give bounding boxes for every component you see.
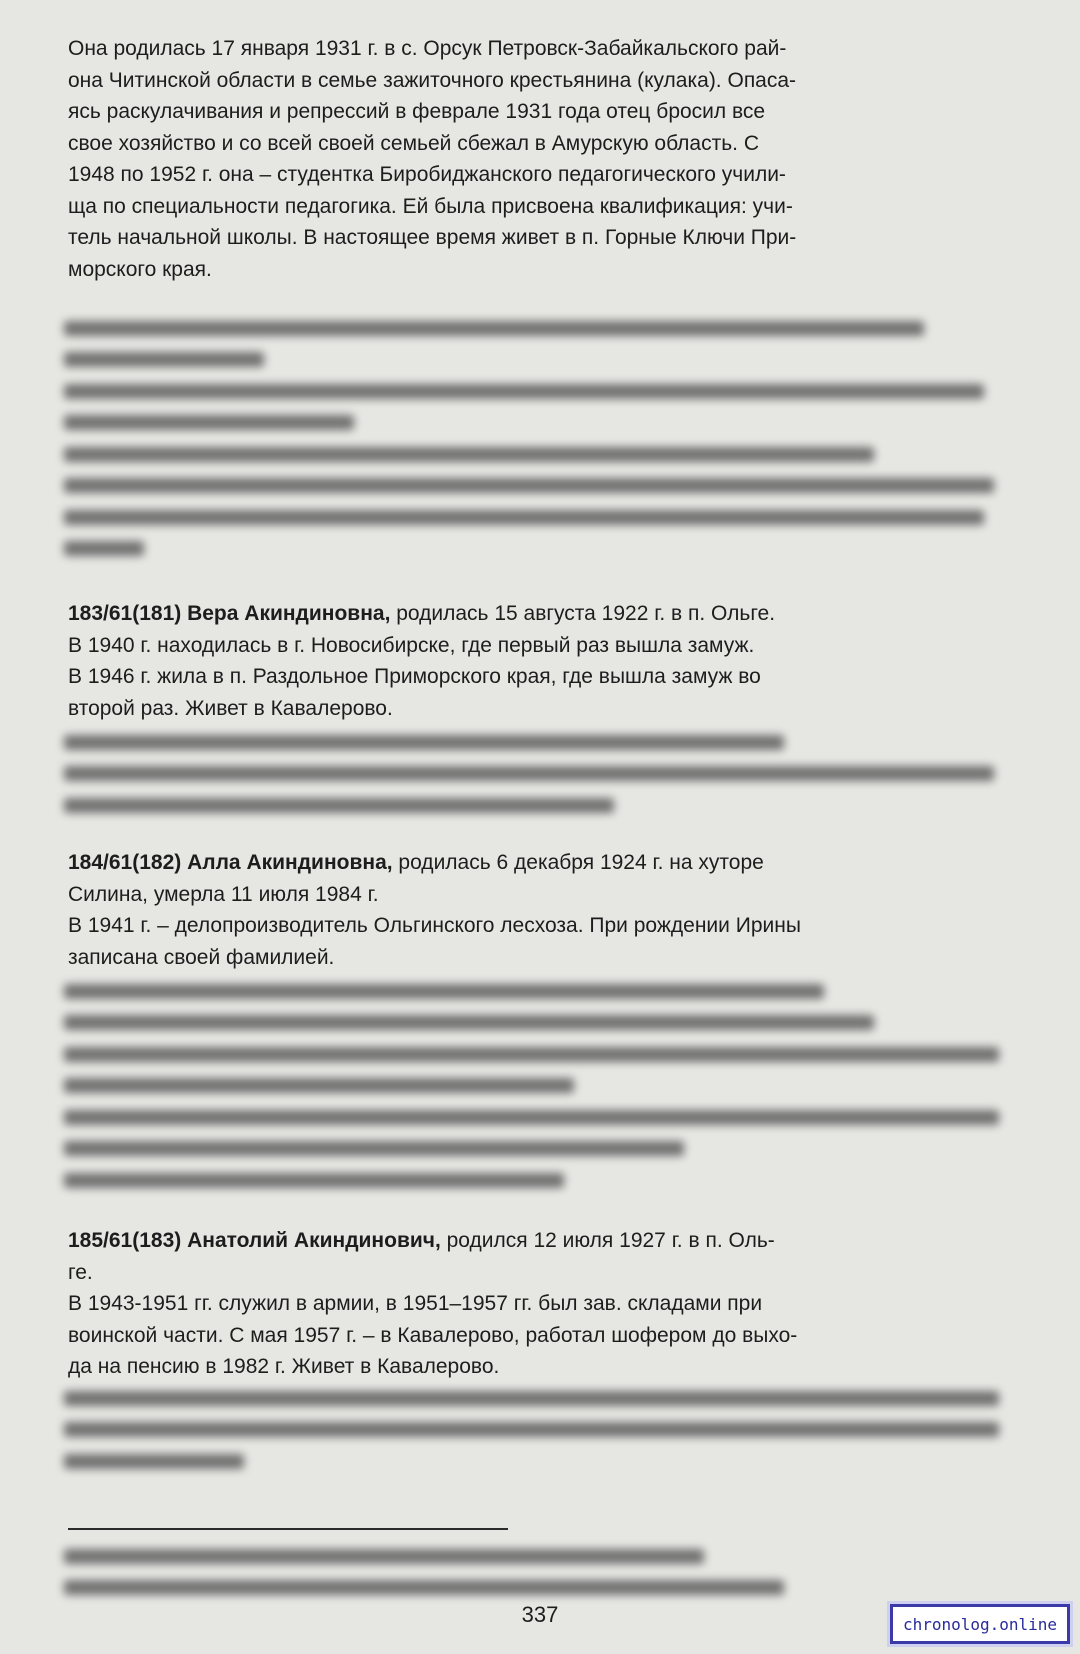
entry-line: В 1940 г. находилась в г. Новосибирске, где первый раз вышла замуж. <box>68 633 755 657</box>
page-number: 337 <box>521 1602 559 1627</box>
entry-185 <box>68 1225 1034 1383</box>
redacted-block <box>64 726 1034 821</box>
entry-heading: 183/61(181) Вера Акиндиновна, <box>68 602 391 625</box>
intro-line: ясь раскулачивания и репрессий в феврале 1931 года отец бросил все <box>68 100 766 123</box>
entry-text: родилась 15 августа 1922 г. в п. Ольге. <box>390 602 776 625</box>
intro-line: 1948 по 1952 г. она – студентка Биробиджанского педагогического учили- <box>68 163 786 186</box>
footnote-divider <box>68 1528 508 1530</box>
intro-line: Она родилась 17 января 1931 г. в с. Орсук Петровск-Забайкальского рай- <box>68 37 787 60</box>
entry-line: В 1946 г. жила в п. Раздольное Приморского края, где вышла замуж во <box>68 665 761 688</box>
bleed-through-text <box>64 565 1024 588</box>
watermark-badge: chronolog.online <box>890 1604 1070 1644</box>
redacted-footnotes <box>64 1540 1034 1603</box>
entry-line: В 1943-1951 гг. служил в армии, в 1951–1957 гг. был зав. складами при <box>68 1292 763 1315</box>
entry-line: воинской части. С мая 1957 г. – в Кавалерово, работал шофером до выхо- <box>68 1323 798 1347</box>
entry-line: ге. <box>68 1260 93 1284</box>
entry-184 <box>68 847 1034 973</box>
entry-line: В 1941 г. – делопроизводитель Ольгинского лесхоза. При рождении Ирины <box>68 914 801 937</box>
redacted-block <box>64 312 1034 564</box>
entry-line: второй раз. Живет в Кавалерово. <box>68 696 393 720</box>
entry-line: записана своей фамилией. <box>68 945 335 969</box>
entry-heading: 185/61(183) Анатолий Акиндинович, <box>68 1229 441 1252</box>
intro-line: морского края. <box>68 257 212 281</box>
intro-line: ща по специальности педагогика. Ей была присвоена квалификация: учи- <box>68 194 793 218</box>
entry-text: родилась 6 декабря 1924 г. на хуторе <box>392 851 764 874</box>
intro-line: она Читинской области в семье зажиточного крестьянина (кулака). Опаса- <box>68 68 797 92</box>
intro-line: тель начальной школы. В настоящее время живет в п. Горные Ключи При- <box>68 226 797 249</box>
entry-heading: 184/61(182) Алла Акиндиновна, <box>68 851 393 874</box>
intro-paragraph <box>68 33 1034 285</box>
entry-line: Силина, умерла 11 июля 1984 г. <box>68 882 379 906</box>
redacted-block <box>64 975 1034 1196</box>
entry-183 <box>68 598 1034 724</box>
entry-text: родился 12 июля 1927 г. в п. Оль- <box>440 1229 775 1252</box>
redacted-block <box>64 1382 1034 1477</box>
entry-line: да на пенсию в 1982 г. Живет в Кавалерово. <box>68 1355 500 1378</box>
intro-line: свое хозяйство и со всей своей семьей сбежал в Амурскую область. С <box>68 131 759 155</box>
